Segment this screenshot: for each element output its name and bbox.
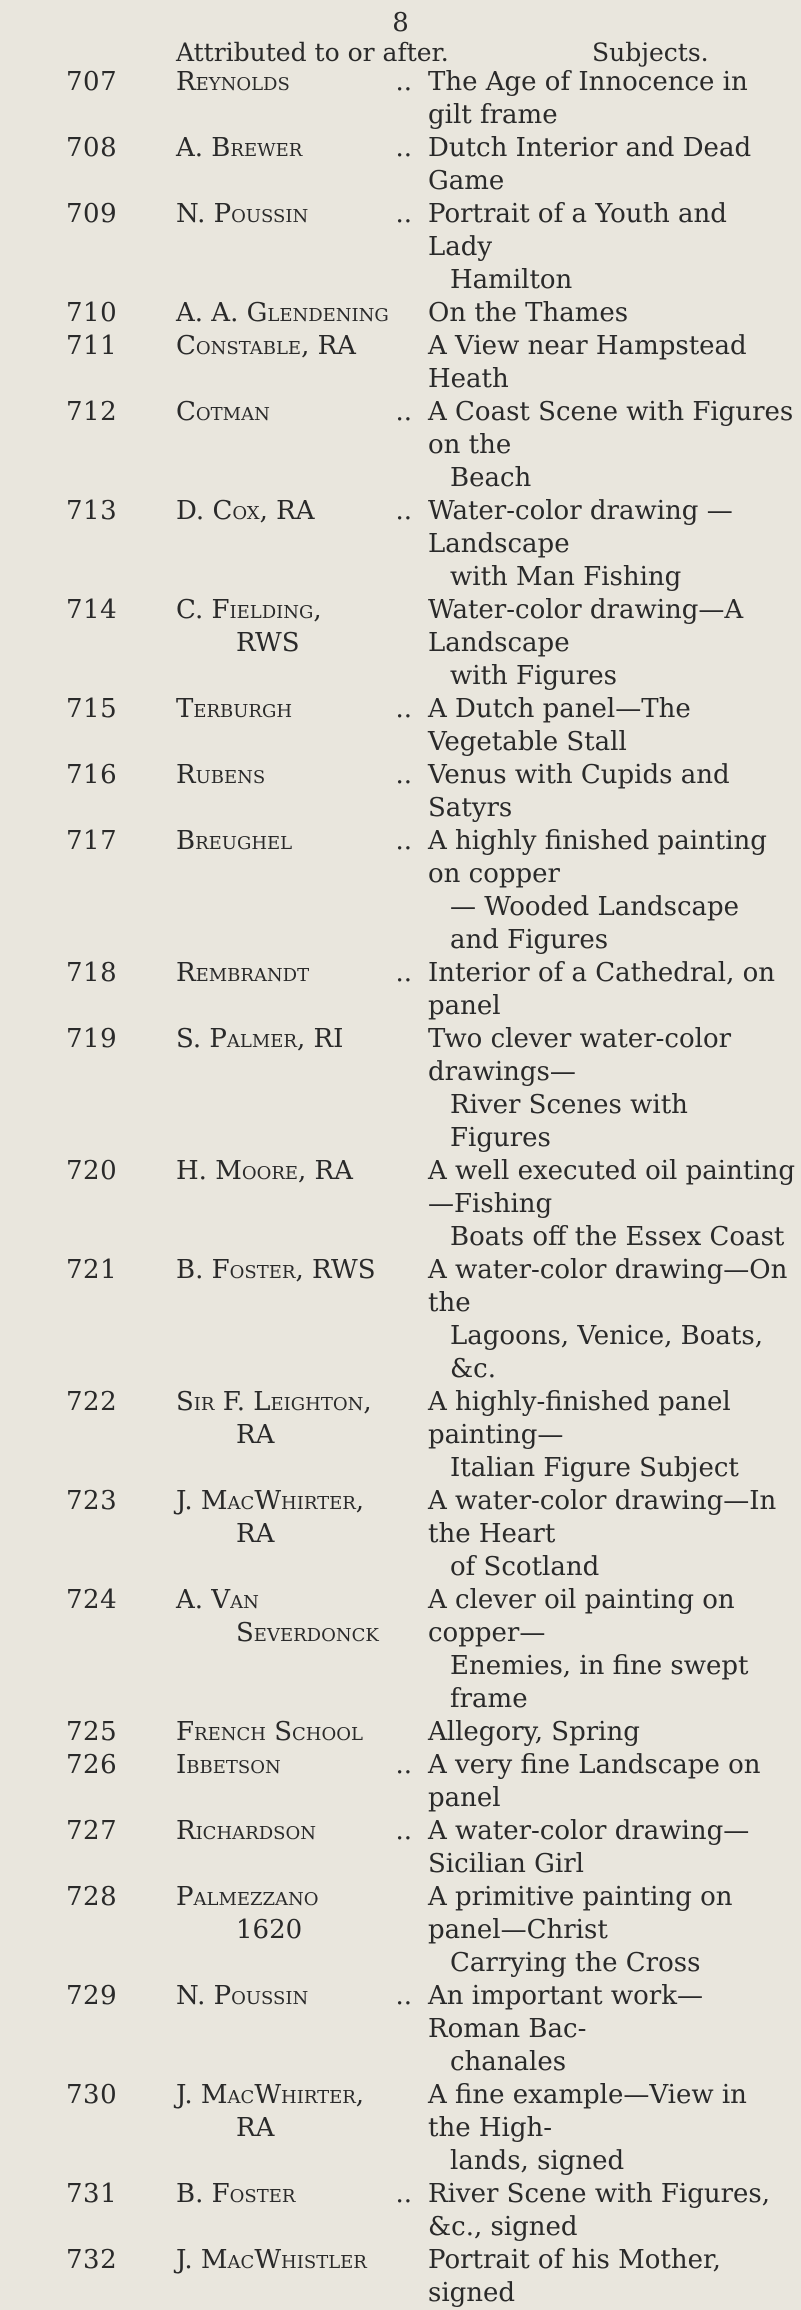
artist-line: D. Cox, RA xyxy=(176,496,315,526)
artist-name xyxy=(176,495,428,594)
lot-number: 715 xyxy=(66,694,118,724)
subject-description xyxy=(428,495,801,594)
lot-number: 711 xyxy=(66,331,118,361)
lot-number: 720 xyxy=(66,1156,118,1186)
artist-line-2: RA xyxy=(236,2113,275,2143)
subject-line-2: chanales xyxy=(450,2047,567,2077)
artist-line: J. MacWhistler xyxy=(176,2245,367,2275)
artist-name xyxy=(176,1023,428,1155)
artist-line: H. Moore, RA xyxy=(176,1156,353,1186)
catalogue-list xyxy=(0,66,801,2310)
subject-description xyxy=(428,1716,801,1749)
lot-number: 722 xyxy=(66,1387,118,1417)
subject-line: A Dutch panel—The Vegetable Stall xyxy=(428,694,691,757)
subject-line-2: Beach xyxy=(450,463,532,493)
subject-description xyxy=(428,2178,801,2244)
artist-line: C. Fielding, xyxy=(176,595,322,625)
subject-description xyxy=(428,1980,801,2079)
subject-line: Interior of a Cathedral, on panel xyxy=(428,958,776,1021)
subject-line: Portrait of his Mother, signed xyxy=(428,2245,721,2308)
subject-description xyxy=(428,1485,801,1584)
leader-dots: .. xyxy=(395,2179,412,2209)
subject-line-2: Enemies, in fine swept frame xyxy=(450,1651,749,1714)
subject-line-2: Boats off the Essex Coast xyxy=(450,1222,785,1252)
subject-description xyxy=(428,2244,801,2310)
artist-line-2: 1620 xyxy=(236,1915,303,1945)
lot-number: 719 xyxy=(66,1024,118,1054)
leader-dots: .. xyxy=(395,1750,412,1780)
lot-number: 708 xyxy=(66,133,118,163)
lot-number: 726 xyxy=(66,1750,118,1780)
subject-line: A fine example—View in the High- xyxy=(428,2080,747,2143)
subject-line: Venus with Cupids and Satyrs xyxy=(428,760,730,823)
artist-name xyxy=(176,2079,428,2178)
lot-number: 729 xyxy=(66,1981,118,2011)
artist-line: Rubens xyxy=(176,760,266,790)
lot-number: 710 xyxy=(66,298,118,328)
artist-line: N. Poussin xyxy=(176,1981,309,2011)
lot-number: 714 xyxy=(66,595,118,625)
artist-name xyxy=(176,693,428,759)
subject-line-2: Italian Figure Subject xyxy=(450,1453,739,1483)
subject-description xyxy=(428,957,801,1023)
subject-description xyxy=(428,825,801,957)
artist-line: Terburgh xyxy=(176,694,293,724)
leader-dots: .. xyxy=(395,1816,412,1846)
subject-line: On the Thames xyxy=(428,298,629,328)
artist-line: Rembrandt xyxy=(176,958,310,988)
artist-line: S. Palmer, RI xyxy=(176,1024,344,1054)
artist-name xyxy=(176,66,428,132)
subject-description xyxy=(428,66,801,132)
lot-number: 713 xyxy=(66,496,118,526)
subject-line-2: — Wooded Landscape and Figures xyxy=(450,892,740,955)
artist-name xyxy=(176,198,428,297)
subject-description xyxy=(428,1815,801,1881)
artist-line: Reynolds xyxy=(176,67,290,97)
subject-description xyxy=(428,1386,801,1485)
artist-name xyxy=(176,1155,428,1254)
subject-line: A water-color drawing—In the Heart xyxy=(428,1486,777,1549)
lot-number: 709 xyxy=(66,199,118,229)
artist-name xyxy=(176,2244,428,2310)
artist-name xyxy=(176,1485,428,1584)
artist-line: J. MacWhirter, xyxy=(176,1486,365,1516)
lot-number: 707 xyxy=(66,67,118,97)
subject-line: River Scene with Figures, &c., signed xyxy=(428,2179,771,2242)
leader-dots: .. xyxy=(395,496,412,526)
subject-line-2: Carrying the Cross xyxy=(450,1948,701,1978)
lot-number: 718 xyxy=(66,958,118,988)
artist-name xyxy=(176,132,428,198)
lot-number: 723 xyxy=(66,1486,118,1516)
artist-name xyxy=(176,330,428,396)
subject-line: The Age of Innocence in gilt frame xyxy=(428,67,748,130)
artist-name xyxy=(176,1386,428,1485)
subject-line: A primitive painting on panel—Christ xyxy=(428,1882,733,1945)
subject-line: A water-color drawing—On the xyxy=(428,1255,788,1318)
artist-line-2: RWS xyxy=(236,628,300,658)
artist-line: Richardson xyxy=(176,1816,316,1846)
lot-number: 731 xyxy=(66,2179,118,2209)
subject-line: Portrait of a Youth and Lady xyxy=(428,199,727,262)
lot-number: 712 xyxy=(66,397,118,427)
subject-line-2: with Man Fishing xyxy=(450,562,682,592)
lot-number: 717 xyxy=(66,826,118,856)
subject-line: Dutch Interior and Dead Game xyxy=(428,133,752,196)
artist-line: Ibbetson xyxy=(176,1750,281,1780)
subject-line-2: lands, signed xyxy=(450,2146,625,2176)
subject-line-2: Hamilton xyxy=(450,265,573,295)
lot-number: 732 xyxy=(66,2245,118,2275)
leader-dots: .. xyxy=(395,760,412,790)
artist-name xyxy=(176,825,428,957)
artist-name xyxy=(176,2178,428,2244)
page-number: 8 xyxy=(392,8,409,38)
subject-description xyxy=(428,594,801,693)
leader-dots: .. xyxy=(395,133,412,163)
leader-dots: .. xyxy=(395,826,412,856)
subject-description xyxy=(428,1881,801,1980)
artist-name xyxy=(176,1584,428,1716)
leader-dots: .. xyxy=(395,199,412,229)
artist-line: Sir F. Leighton, xyxy=(176,1387,372,1417)
artist-name xyxy=(176,759,428,825)
subject-description xyxy=(428,297,801,330)
subject-description xyxy=(428,1749,801,1815)
artist-name xyxy=(176,957,428,1023)
artist-line: Breughel xyxy=(176,826,293,856)
subject-line: A highly-finished panel painting— xyxy=(428,1387,731,1450)
artist-name xyxy=(176,1980,428,2079)
lot-number: 730 xyxy=(66,2080,118,2110)
artist-line: B. Foster, RWS xyxy=(176,1255,376,1285)
column-header xyxy=(0,36,801,70)
subject-line: Two clever water-color drawings— xyxy=(428,1024,732,1087)
subject-line-2: Lagoons, Venice, Boats, &c. xyxy=(450,1321,763,1384)
leader-dots: .. xyxy=(395,694,412,724)
subject-line: A View near Hampstead Heath xyxy=(428,331,747,394)
artist-line-2: RA xyxy=(236,1420,275,1450)
subject-description xyxy=(428,198,801,297)
subject-line: Water-color drawing — Landscape xyxy=(428,496,733,559)
subject-line: A Coast Scene with Figures on the xyxy=(428,397,794,460)
subject-description xyxy=(428,759,801,825)
lot-number: 728 xyxy=(66,1882,118,1912)
artist-line: A. Van xyxy=(176,1585,259,1615)
leader-dots: .. xyxy=(395,958,412,988)
subject-description xyxy=(428,693,801,759)
artist-name xyxy=(176,1815,428,1881)
subject-line-2: with Figures xyxy=(450,661,617,691)
artist-name xyxy=(176,594,428,693)
subject-line: A water-color drawing—Sicilian Girl xyxy=(428,1816,750,1879)
subjects-header: Subjects. xyxy=(592,38,709,67)
artist-line: N. Poussin xyxy=(176,199,309,229)
artist-line-2: RA xyxy=(236,1519,275,1549)
lot-number: 725 xyxy=(66,1717,118,1747)
lot-number: 727 xyxy=(66,1816,118,1846)
subject-line: Water-color drawing—A Landscape xyxy=(428,595,744,658)
subject-description xyxy=(428,330,801,396)
artist-name xyxy=(176,1749,428,1815)
subject-description xyxy=(428,2079,801,2178)
artist-name xyxy=(176,396,428,495)
subject-description xyxy=(428,396,801,495)
subject-line: An important work—Roman Bac- xyxy=(428,1981,703,2044)
artist-name xyxy=(176,1881,428,1980)
subject-description xyxy=(428,1584,801,1716)
subject-line-2: of Scotland xyxy=(450,1552,600,1582)
subject-description xyxy=(428,1155,801,1254)
subject-line-2: River Scenes with Figures xyxy=(450,1090,688,1153)
artist-line: B. Foster xyxy=(176,2179,296,2209)
artist-line: J. MacWhirter, xyxy=(176,2080,365,2110)
subject-line: Allegory, Spring xyxy=(428,1717,640,1747)
artist-line-2: Severdonck xyxy=(236,1618,379,1648)
subject-description xyxy=(428,1023,801,1155)
artist-line: A. Brewer xyxy=(176,133,303,163)
lot-number: 721 xyxy=(66,1255,118,1285)
leader-dots: .. xyxy=(395,67,412,97)
artist-name xyxy=(176,1716,428,1749)
subject-line: A clever oil painting on copper— xyxy=(428,1585,735,1648)
subject-line: A very fine Landscape on panel xyxy=(428,1750,761,1813)
artist-line: A. A. Glendening xyxy=(176,298,389,328)
lot-number: 716 xyxy=(66,760,118,790)
artist-name xyxy=(176,297,428,330)
artist-line: Palmezzano xyxy=(176,1882,319,1912)
subject-line: A well executed oil painting—Fishing xyxy=(428,1156,795,1219)
subject-description xyxy=(428,132,801,198)
artist-line: Cotman xyxy=(176,397,270,427)
subject-line: A highly finished painting on copper xyxy=(428,826,767,889)
lot-number: 724 xyxy=(66,1585,118,1615)
leader-dots: .. xyxy=(395,397,412,427)
attributed-header: Attributed to or after. xyxy=(176,38,449,67)
artist-line: French School xyxy=(176,1717,363,1747)
artist-line: Constable, RA xyxy=(176,331,356,361)
leader-dots: .. xyxy=(395,1981,412,2011)
